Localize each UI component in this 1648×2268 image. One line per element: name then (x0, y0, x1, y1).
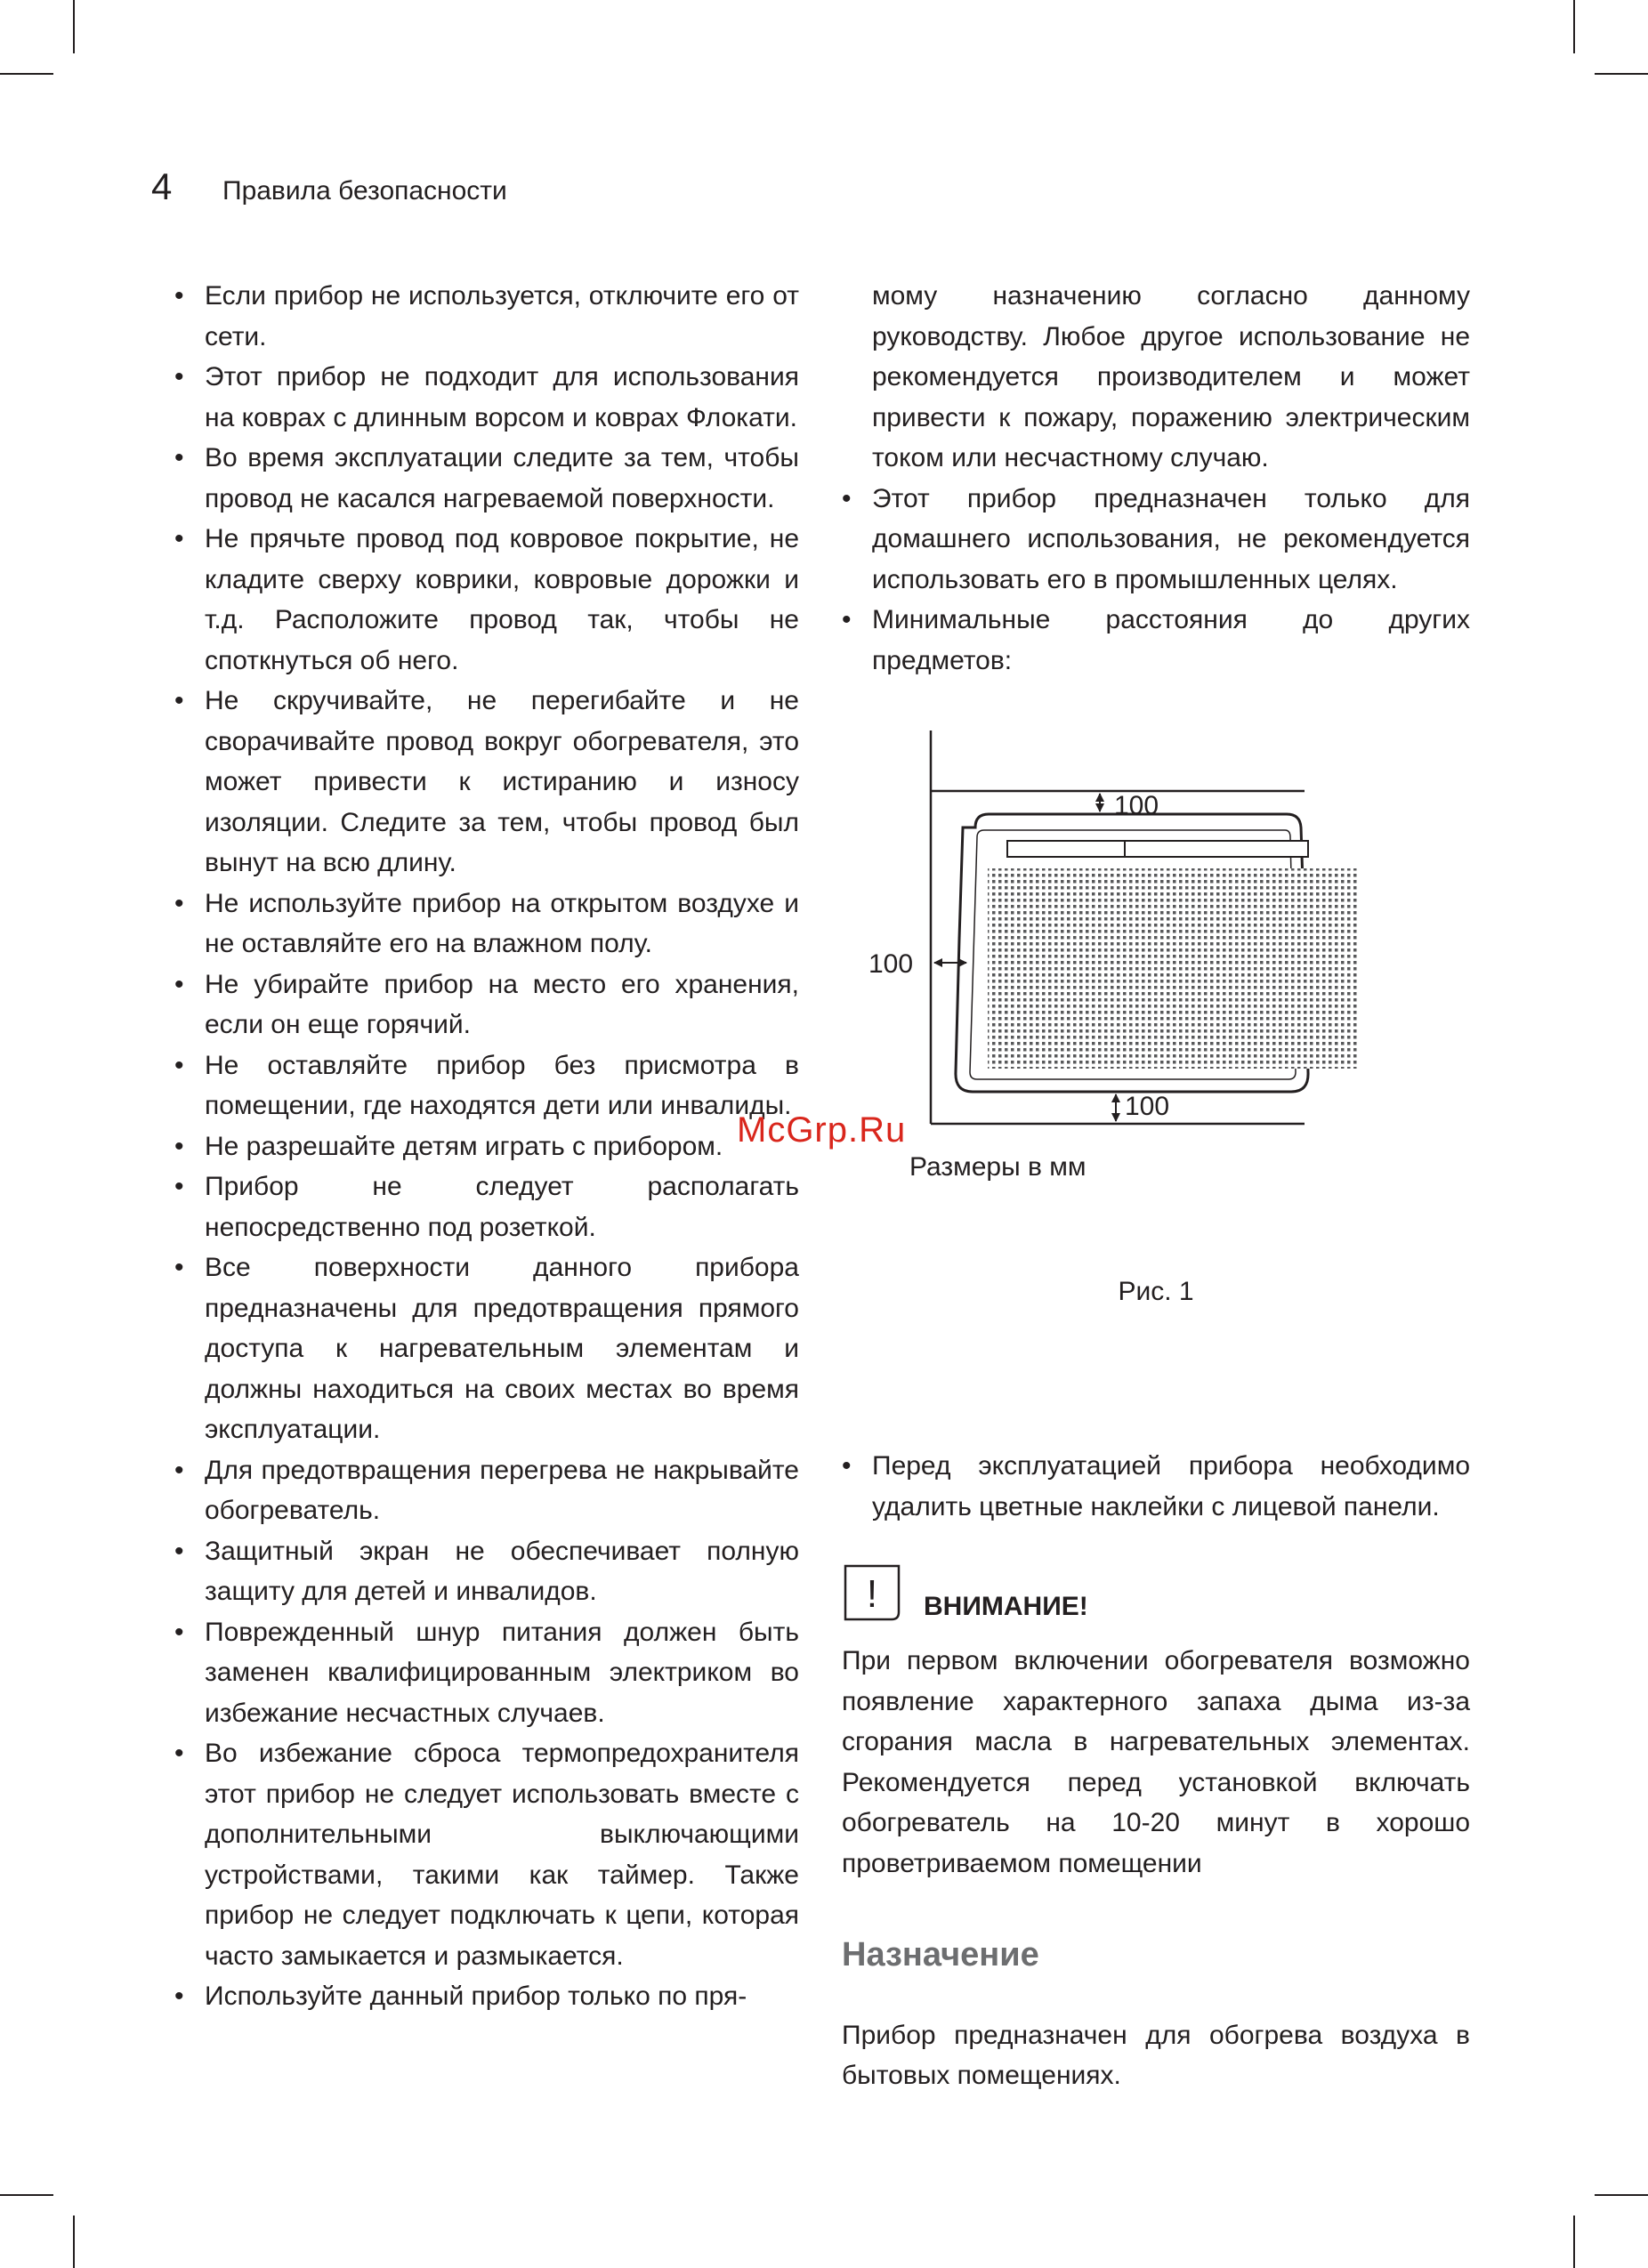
list-item: • Во время эксплуатации следите за тем, чтобы провод не касался нагреваемой поверхности. (174, 438, 799, 519)
page-header (151, 165, 507, 208)
continued-text: мому назначению согласно данному руководству. Любое другое использование не рекомендуется производителем и может привести к пожару, поражению электрическим током или несчастному случаю. (872, 281, 1470, 472)
dimension-bottom-label: 100 (1125, 1092, 1170, 1121)
warning-title: ВНИМАНИЕ! (924, 1592, 1088, 1621)
list-item: • Прибор не следует располагать непосредственно под розеткой. (174, 1166, 799, 1247)
crop-mark (0, 73, 53, 75)
prep-list (842, 1446, 1470, 1527)
list-item: • Не разрешайте детям играть с прибором. (174, 1126, 799, 1167)
crop-mark (1573, 2216, 1575, 2268)
crop-mark (0, 2194, 53, 2196)
list-item: • Не оставляйте прибор без присмотра в помещении, где находятся дети или инвалиды. (174, 1045, 799, 1126)
list-item: • Минимальные расстояния до других предметов: (842, 600, 1470, 681)
list-item: • Все поверхности данного прибора предназначены для предотвращения прямого доступа к нагревательным элементам и должны находиться на своих местах во время эксплуатации. (174, 1247, 799, 1450)
units-note: Размеры в мм (909, 1152, 1087, 1182)
warning-text: При первом включении обогревателя возможно появление характерного запаха дыма из-за сгорания масла в нагревательных элементах. Рекомендуется перед установкой включать обогреватель на 10-20 минут в хорошо проветриваемом помещении (842, 1646, 1470, 1878)
list-item: • Если прибор не используется, отключите его от сети. (174, 276, 799, 357)
watermark: McGrp.Ru (737, 1110, 907, 1150)
crop-mark (73, 0, 75, 53)
safety-list-continued (842, 479, 1470, 682)
exclamation-icon (842, 1562, 902, 1623)
list-item: • Не используйте прибор на открытом воздухе и не оставляйте его на влажном полу. (174, 884, 799, 965)
list-item: • Защитный экран не обеспечивает полную защиту для детей и инвалидов. (174, 1531, 799, 1612)
right-column (842, 276, 1470, 2096)
list-item: • Для предотвращения перегрева не накрывайте обогреватель. (174, 1450, 799, 1531)
crop-mark (73, 2216, 75, 2268)
list-item: • Поврежденный шнур питания должен быть заменен квалифицированным электриком во избежание несчастных случаев. (174, 1612, 799, 1734)
page-number: 4 (151, 165, 173, 207)
list-item: • Этот прибор не подходит для использования на коврах с длинным ворсом и коврах Флокати. (174, 357, 799, 438)
list-item: • Используйте данный прибор только по пря- (174, 1976, 799, 2017)
purpose-heading: Назначение (842, 1936, 1039, 1973)
left-column (174, 276, 799, 2017)
crop-mark (1595, 73, 1648, 75)
crop-mark (1595, 2194, 1648, 2196)
warning-header (842, 1562, 1470, 1623)
dimension-left-label: 100 (868, 949, 914, 979)
section-title: Правила безопасности (222, 176, 507, 206)
purpose-text: Прибор предназначен для обогрева воздуха в бытовых помещениях. (842, 2020, 1470, 2090)
safety-list (174, 276, 799, 2017)
heater-diagram (842, 681, 1470, 1446)
list-item: • Не скручивайте, не перегибайте и не сворачивайте провод вокруг обогревателя, это может привести к истиранию и износу изоляции. Следите за тем, чтобы провод был вынут на всю длину. (174, 681, 799, 884)
crop-mark (1573, 0, 1575, 53)
list-item: • Не убирайте прибор на место его хранения, если он еще горячий. (174, 965, 799, 1045)
svg-text:!: ! (866, 1572, 878, 1616)
list-item: • Не прячьте провод под ковровое покрытие, не кладите сверху коврики, ковровые дорожки и т.д. Расположите провод так, чтобы не споткнуться об него. (174, 519, 799, 681)
list-item: • Перед эксплуатацией прибора необходимо удалить цветные наклейки с лицевой панели. (842, 1446, 1470, 1527)
list-item: • Этот прибор предназначен только для домашнего использования, не рекомендуется использовать его в промышленных целях. (842, 479, 1470, 601)
clearance-figure (842, 681, 1470, 1446)
list-item: • Во избежание сброса термопредохранителя этот прибор не следует использовать вместе с дополнительными выключающими устройствами, такими как таймер. Также прибор не следует подключать к цепи, которая часто замыкается и размыкается. (174, 1733, 799, 1976)
heater-grill (988, 868, 1360, 1069)
heater-slot (1125, 841, 1308, 857)
dimension-top-label: 100 (1114, 791, 1159, 820)
figure-caption: Рис. 1 (1118, 1277, 1194, 1306)
